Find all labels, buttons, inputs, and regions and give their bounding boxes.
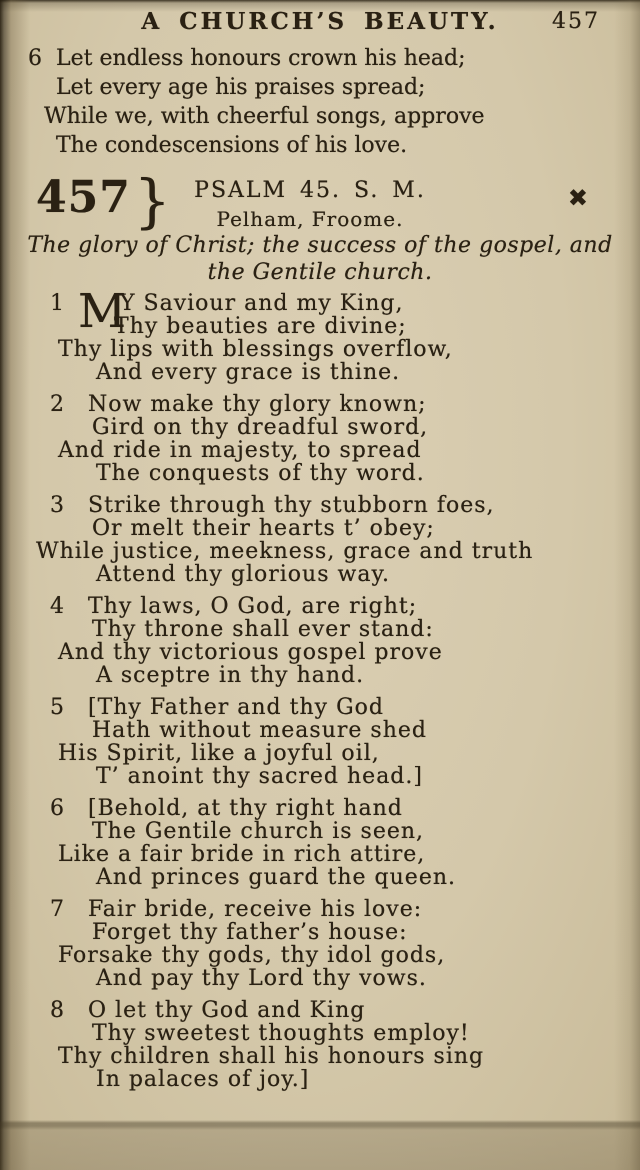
verse-line: O let thy God and King: [88, 998, 366, 1023]
verse-line: Thy beauties are divine;: [114, 314, 407, 339]
verse-line: Forget thy father’s house:: [92, 920, 408, 945]
verse-line: Let endless honours crown his head;: [56, 46, 466, 71]
verse-line: The Gentile church is seen,: [92, 819, 425, 844]
stanza: [24, 284, 630, 385]
hymn-subject-line: The glory of Christ; the success of the gospel, and: [27, 233, 613, 258]
verse-line: Forsake thy gods, thy idol gods,: [58, 943, 446, 968]
verse-number: 8: [50, 998, 65, 1023]
verse-line: And thy victorious gospel prove: [58, 640, 443, 665]
verse-number: 5: [50, 695, 65, 720]
verse-line: Thy children shall his honours sing: [58, 1044, 485, 1069]
hymn-number-brace: }: [133, 167, 172, 235]
verse-number: 2: [50, 392, 65, 417]
stanza: [24, 696, 630, 788]
verse-number: 6: [28, 46, 42, 71]
verse-line: Thy lips with blessings overflow,: [58, 337, 453, 362]
verse-number: 3: [50, 493, 65, 518]
running-head: [0, 8, 640, 35]
verse-number: 7: [50, 897, 65, 922]
stanza: [24, 797, 630, 889]
stanza-continued: [24, 44, 640, 160]
verse-line: Or melt their hearts t’ obey;: [92, 516, 435, 541]
verse-line: His Spirit, like a joyful oil,: [58, 741, 380, 766]
stanza: [24, 898, 630, 990]
verse-line: While justice, meekness, grace and truth: [36, 539, 534, 564]
hymn-meter: PSALM 45. S. M.: [194, 178, 426, 203]
stanza: [24, 494, 630, 586]
verse-line: And princes guard the queen.: [96, 865, 456, 890]
verse-line: In palaces of joy.]: [96, 1067, 310, 1092]
verse-line: [Behold, at thy right hand: [88, 796, 403, 821]
verse-line: Y Saviour and my King,: [120, 291, 404, 316]
verse-line: The conquests of thy word.: [96, 461, 425, 486]
verse-line: [Thy Father and thy God: [88, 695, 384, 720]
hymn-tunes: Pelham, Froome.: [216, 207, 404, 231]
verse-line: Gird on thy dreadful sword,: [92, 415, 429, 440]
verse-line: And ride in majesty, to spread: [58, 438, 422, 463]
hymn-body: [24, 284, 630, 1100]
verse-line: And every grace is thine.: [96, 360, 401, 385]
verse-line: While we, with cheerful songs, approve: [44, 104, 485, 129]
verse-line: Like a fair bride in rich attire,: [58, 842, 426, 867]
hymn-subject: [0, 232, 640, 286]
verse-line: Now make thy glory known;: [88, 392, 427, 417]
verse-line: Fair bride, receive his love:: [88, 897, 423, 922]
stanza: [24, 999, 630, 1091]
stanza: [24, 595, 630, 687]
stanza: [24, 393, 630, 485]
hymn-header: [0, 167, 640, 235]
hymn-titles: [110, 167, 510, 235]
verse-line: And pay thy Lord thy vows.: [96, 966, 427, 991]
page-heading: A CHURCH’S BEAUTY.: [141, 8, 499, 35]
hymn-number-digits: 457: [36, 172, 131, 223]
hymn-subject-line: the Gentile church.: [207, 260, 433, 285]
page-number: 457: [552, 9, 600, 34]
verse-line: The condescensions of his love.: [56, 133, 408, 158]
verse-number: 4: [50, 594, 65, 619]
verse-line: Attend thy glorious way.: [96, 562, 390, 587]
verse-line: Let every age his praises spread;: [56, 75, 426, 100]
verse-line: A sceptre in thy hand.: [96, 663, 365, 688]
verse-line: Thy laws, O God, are right;: [88, 594, 418, 619]
cross-ornament-icon: ✖: [567, 184, 588, 212]
verse-line: T’ anoint thy sacred head.]: [96, 764, 423, 789]
verse-line: Thy sweetest thoughts employ!: [92, 1021, 470, 1046]
drop-cap: M: [78, 284, 128, 339]
verse-line: Strike through thy stubborn foes,: [88, 493, 495, 518]
verse-line: Hath without measure shed: [92, 718, 427, 743]
verse-line: Thy throne shall ever stand:: [92, 617, 434, 642]
verse-number: 1: [50, 291, 65, 316]
verse-number: 6: [50, 796, 65, 821]
